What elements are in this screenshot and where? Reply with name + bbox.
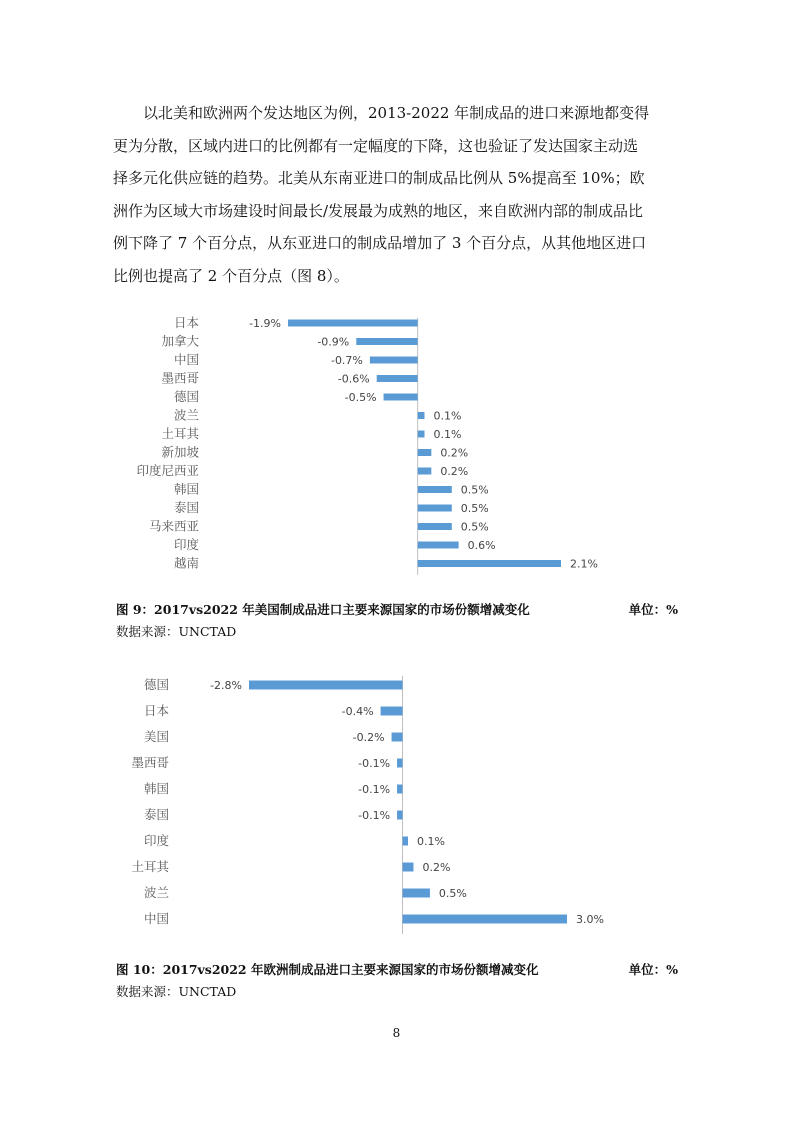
figure9-value-label: 0.6% xyxy=(467,539,496,552)
figure9-unit: 单位：% xyxy=(628,602,678,617)
figure9-bar xyxy=(370,357,418,364)
figure10-bar xyxy=(397,759,402,768)
figure9-value-label: 0.2% xyxy=(440,465,469,478)
figure9-bar xyxy=(418,560,561,567)
figure10-bar xyxy=(403,915,567,924)
figure9-value-label: 2.1% xyxy=(570,557,598,571)
figure9-bar xyxy=(418,523,452,530)
figure9-caption xyxy=(116,600,678,618)
figure10-value-label: -2.8% xyxy=(210,679,242,692)
figure9-value-label: 0.1% xyxy=(433,428,462,441)
figure10-category-label: 土耳其 xyxy=(131,859,169,874)
figure9-bar xyxy=(418,431,425,438)
figure10-bar xyxy=(392,733,403,742)
figure9-category-label: 加拿大 xyxy=(161,333,199,349)
figure9-bar xyxy=(288,320,418,327)
figure9-category-label: 波兰 xyxy=(173,407,199,423)
figure10-value-label: -0.4% xyxy=(341,705,374,718)
figure10-value-label: -0.1% xyxy=(358,809,391,822)
paragraph-line: 以北美和欧洲两个发达地区为例，2013-2022 年制成品的进口来源地都变得 xyxy=(143,104,650,122)
paragraph-line: 择多元化供应链的趋势。北美从东南亚进口的制成品比例从 5%提高至 10%；欧 xyxy=(113,169,645,187)
figure9-category-label: 新加坡 xyxy=(161,444,199,460)
figure9-category-label: 德国 xyxy=(173,389,199,404)
figure9-bar xyxy=(418,505,452,512)
figure9-category-label: 中国 xyxy=(173,352,199,367)
figure10-bar xyxy=(381,707,403,716)
figure9-bar xyxy=(377,375,418,382)
figure9-category-label: 印度尼西亚 xyxy=(136,463,199,478)
figure9-bar-chart xyxy=(113,310,613,578)
figure10-source: 数据来源：UNCTAD xyxy=(116,984,237,999)
figure10-bar xyxy=(403,863,414,872)
figure9-value-label: 0.1% xyxy=(433,409,462,423)
figure10-value-label: -0.1% xyxy=(358,757,391,770)
figure9-category-label: 泰国 xyxy=(173,500,199,515)
figure10-bar-chart xyxy=(113,672,613,934)
figure10-category-label: 中国 xyxy=(143,911,169,926)
figure10-category-label: 墨西哥 xyxy=(131,755,169,770)
figure10-category-label: 泰国 xyxy=(143,807,169,822)
figure10-value-label: 0.1% xyxy=(417,835,445,848)
figure9-category-label: 日本 xyxy=(173,315,199,330)
figure9-chart-svg xyxy=(113,310,613,578)
paragraph-line: 更为分散，区域内进口的比例都有一定幅度的下降，这也验证了发达国家主动选 xyxy=(113,136,639,155)
figure9-bar xyxy=(418,449,432,456)
body-paragraph xyxy=(113,97,681,292)
figure9-category-label: 墨西哥 xyxy=(161,370,199,386)
figure10-category-label: 日本 xyxy=(143,703,169,718)
figure10-value-label: -0.2% xyxy=(352,731,385,744)
figure10-chart-svg xyxy=(113,672,613,934)
figure9-value-label: 0.5% xyxy=(460,502,489,515)
figure9-bar xyxy=(384,394,418,401)
figure10-bar xyxy=(403,889,430,898)
figure10-bar xyxy=(403,837,408,846)
figure10-value-label: 3.0% xyxy=(576,913,604,926)
figure10-caption xyxy=(116,960,678,978)
figure9-bar xyxy=(418,542,459,549)
figure9-bar xyxy=(356,338,417,345)
figure9-value-label: -0.9% xyxy=(317,335,350,349)
figure9-value-label: -0.7% xyxy=(330,354,363,367)
figure9-category-label: 印度 xyxy=(173,537,199,552)
figure9-value-label: -1.9% xyxy=(249,317,281,330)
figure9-value-label: 0.5% xyxy=(460,483,489,497)
figure10-bar xyxy=(397,811,402,820)
figure9-source: 数据来源：UNCTAD xyxy=(116,624,237,639)
paragraph-line: 洲作为区域大市场建设时间最长/发展最为成熟的地区，来自欧洲内部的制成品比 xyxy=(113,201,644,220)
figure9-value-label: -0.5% xyxy=(344,391,377,404)
figure9-category-label: 马来西亚 xyxy=(148,518,199,534)
figure9-value-label: 0.2% xyxy=(440,446,469,460)
page-number: 8 xyxy=(392,1026,401,1040)
figure9-bar xyxy=(418,412,425,419)
figure10-category-label: 韩国 xyxy=(143,781,169,796)
figure10-category-label: 波兰 xyxy=(143,885,169,900)
paragraph-line: 比例也提高了 2 个百分点（图 8）。 xyxy=(113,266,349,285)
figure10-value-label: -0.1% xyxy=(358,783,391,796)
figure10-bar xyxy=(249,681,403,690)
figure10-category-label: 印度 xyxy=(143,833,169,848)
figure10-value-label: 0.2% xyxy=(422,861,451,874)
figure10-category-label: 美国 xyxy=(143,729,169,744)
figure10-caption-text: 图 10：2017vs2022 年欧洲制成品进口主要来源国家的市场份额增减变化 xyxy=(116,962,539,977)
figure9-category-label: 越南 xyxy=(173,555,199,571)
figure9-value-label: 0.5% xyxy=(460,520,489,534)
figure9-bar xyxy=(418,486,452,493)
figure9-value-label: -0.6% xyxy=(337,372,370,386)
figure10-category-label: 德国 xyxy=(143,677,169,692)
paragraph-line: 例下降了 7 个百分点，从东亚进口的制成品增加了 3 个百分点，从其他地区进口 xyxy=(113,234,647,252)
figure10-bar xyxy=(397,785,402,794)
figure9-caption-text: 图 9：2017vs2022 年美国制成品进口主要来源国家的市场份额增减变化 xyxy=(116,602,530,617)
figure9-bar xyxy=(418,468,432,475)
figure9-category-label: 韩国 xyxy=(173,481,199,497)
figure9-category-label: 土耳其 xyxy=(161,426,199,441)
figure10-unit: 单位：% xyxy=(628,962,678,977)
figure10-value-label: 0.5% xyxy=(438,887,467,900)
